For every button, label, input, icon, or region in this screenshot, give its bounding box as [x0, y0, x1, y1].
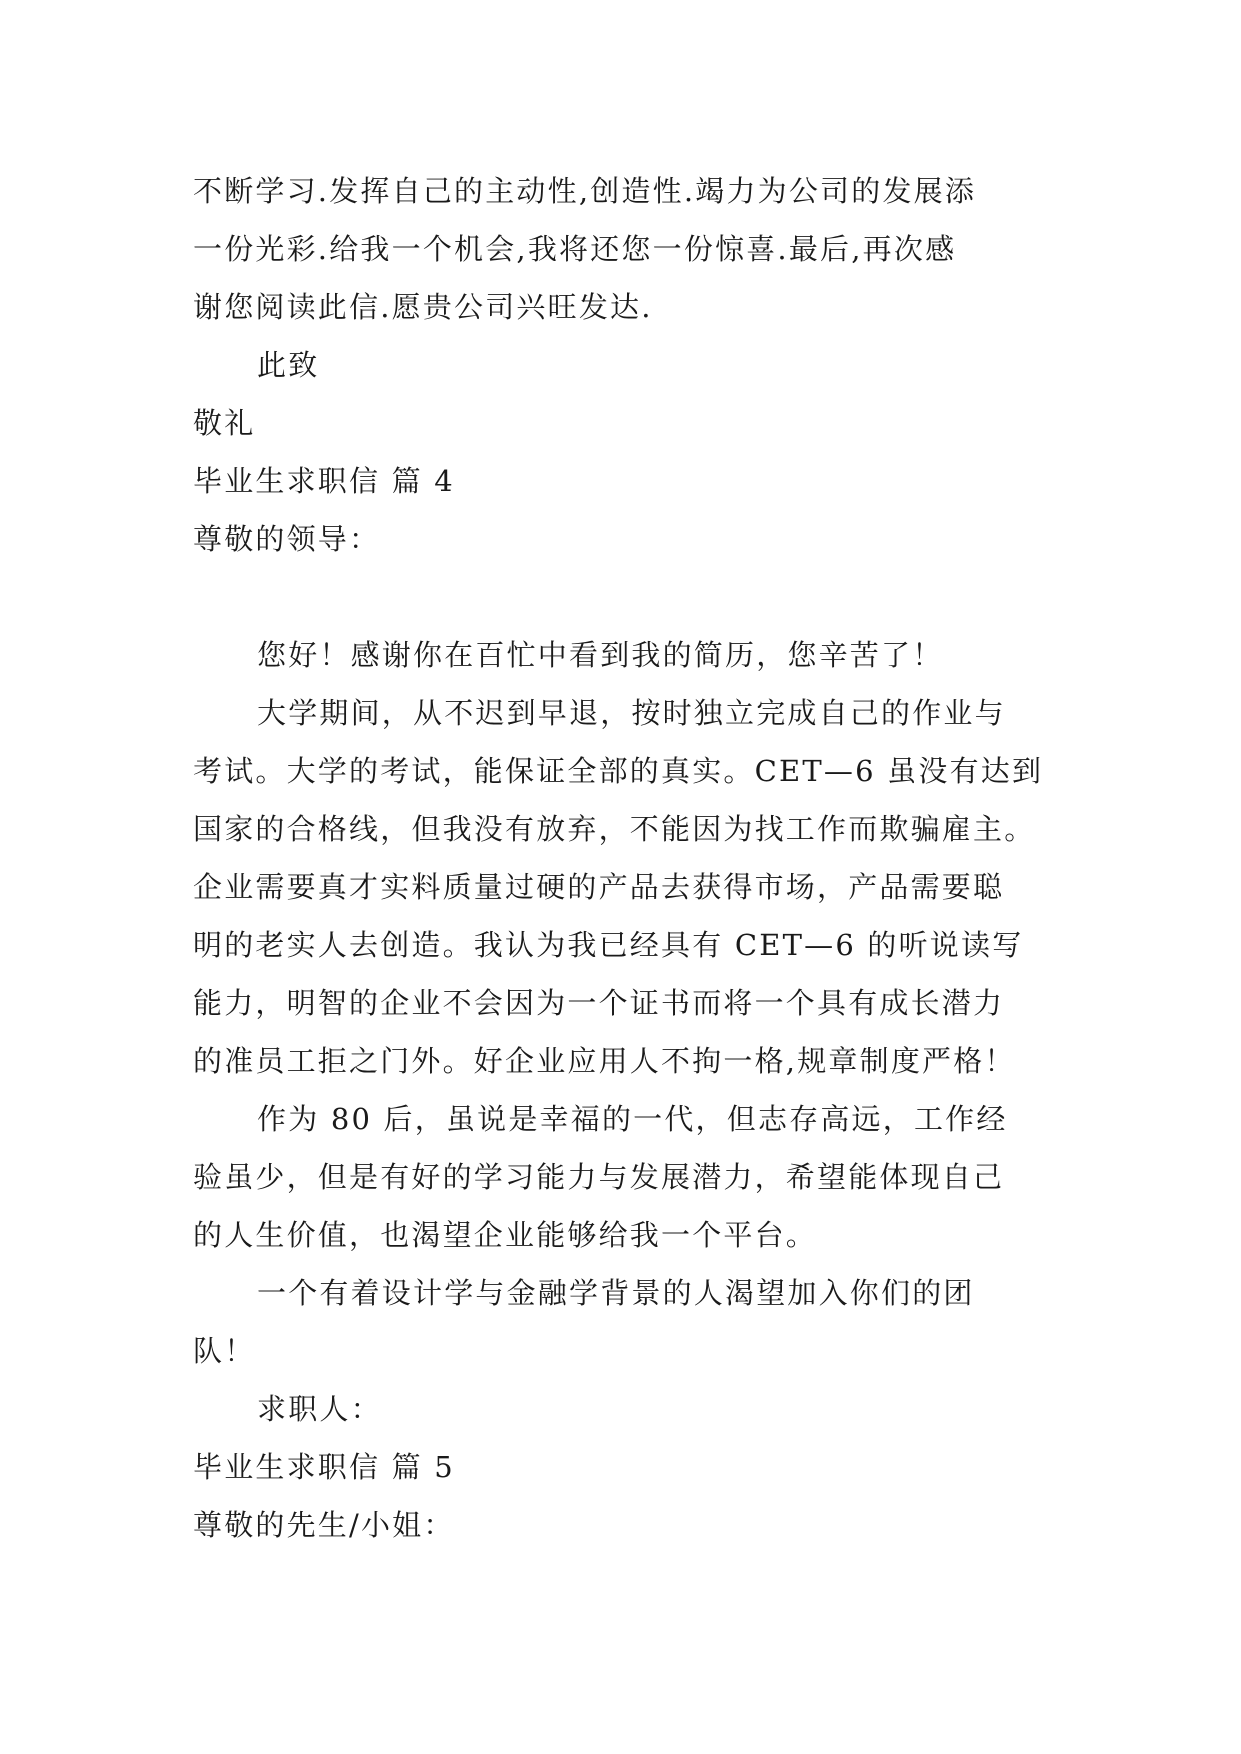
document-page [193, 162, 1055, 1554]
text-line: 验虽少，但是有好的学习能力与发展潜力，希望能体现自己 [193, 1160, 1005, 1194]
text-line: 考试。大学的考试，能保证全部的真实。CET—6 虽没有达到 [193, 754, 1044, 788]
section-heading: 毕业生求职信 篇 5 [193, 1450, 455, 1484]
text-line: 不断学习.发挥自己的主动性,创造性.竭力为公司的发展添 [193, 174, 977, 208]
text-line: 明的老实人去创造。我认为我已经具有 CET—6 的听说读写 [193, 928, 1024, 962]
letter-greeting: 尊敬的先生/小姐： [193, 1508, 455, 1542]
letter-greeting: 尊敬的领导： [193, 522, 381, 556]
text-line: 您好！感谢你在百忙中看到我的简历，您辛苦了！ [257, 638, 944, 672]
signature-label: 求职人： [257, 1392, 382, 1426]
section-heading: 毕业生求职信 篇 4 [193, 464, 455, 498]
text-line: 一个有着设计学与金融学背景的人渴望加入你们的团 [257, 1276, 975, 1310]
text-line: 谢您阅读此信.愿贵公司兴旺发达. [193, 290, 653, 324]
closing-salutation: 此致 [257, 348, 320, 382]
text-line: 国家的合格线，但我没有放弃，不能因为找工作而欺骗雇主。 [193, 812, 1036, 846]
text-line: 一份光彩.给我一个机会,我将还您一份惊喜.最后,再次感 [193, 232, 957, 266]
text-line: 能力，明智的企业不会因为一个证书而将一个具有成长潜力 [193, 986, 1005, 1020]
text-line: 队！ [193, 1334, 256, 1368]
text-line: 的准员工拒之门外。好企业应用人不拘一格,规章制度严格！ [193, 1044, 1016, 1078]
text-line: 作为 80 后，虽说是幸福的一代，但志存高远，工作经 [257, 1102, 1008, 1136]
blank-line [193, 568, 1055, 626]
text-line: 企业需要真才实料质量过硬的产品去获得市场，产品需要聪 [193, 870, 1005, 904]
text-line: 的人生价值，也渴望企业能够给我一个平台。 [193, 1218, 818, 1252]
text-line: 大学期间，从不迟到早退，按时独立完成自己的作业与 [257, 696, 1006, 730]
closing-regards: 敬礼 [193, 406, 256, 440]
